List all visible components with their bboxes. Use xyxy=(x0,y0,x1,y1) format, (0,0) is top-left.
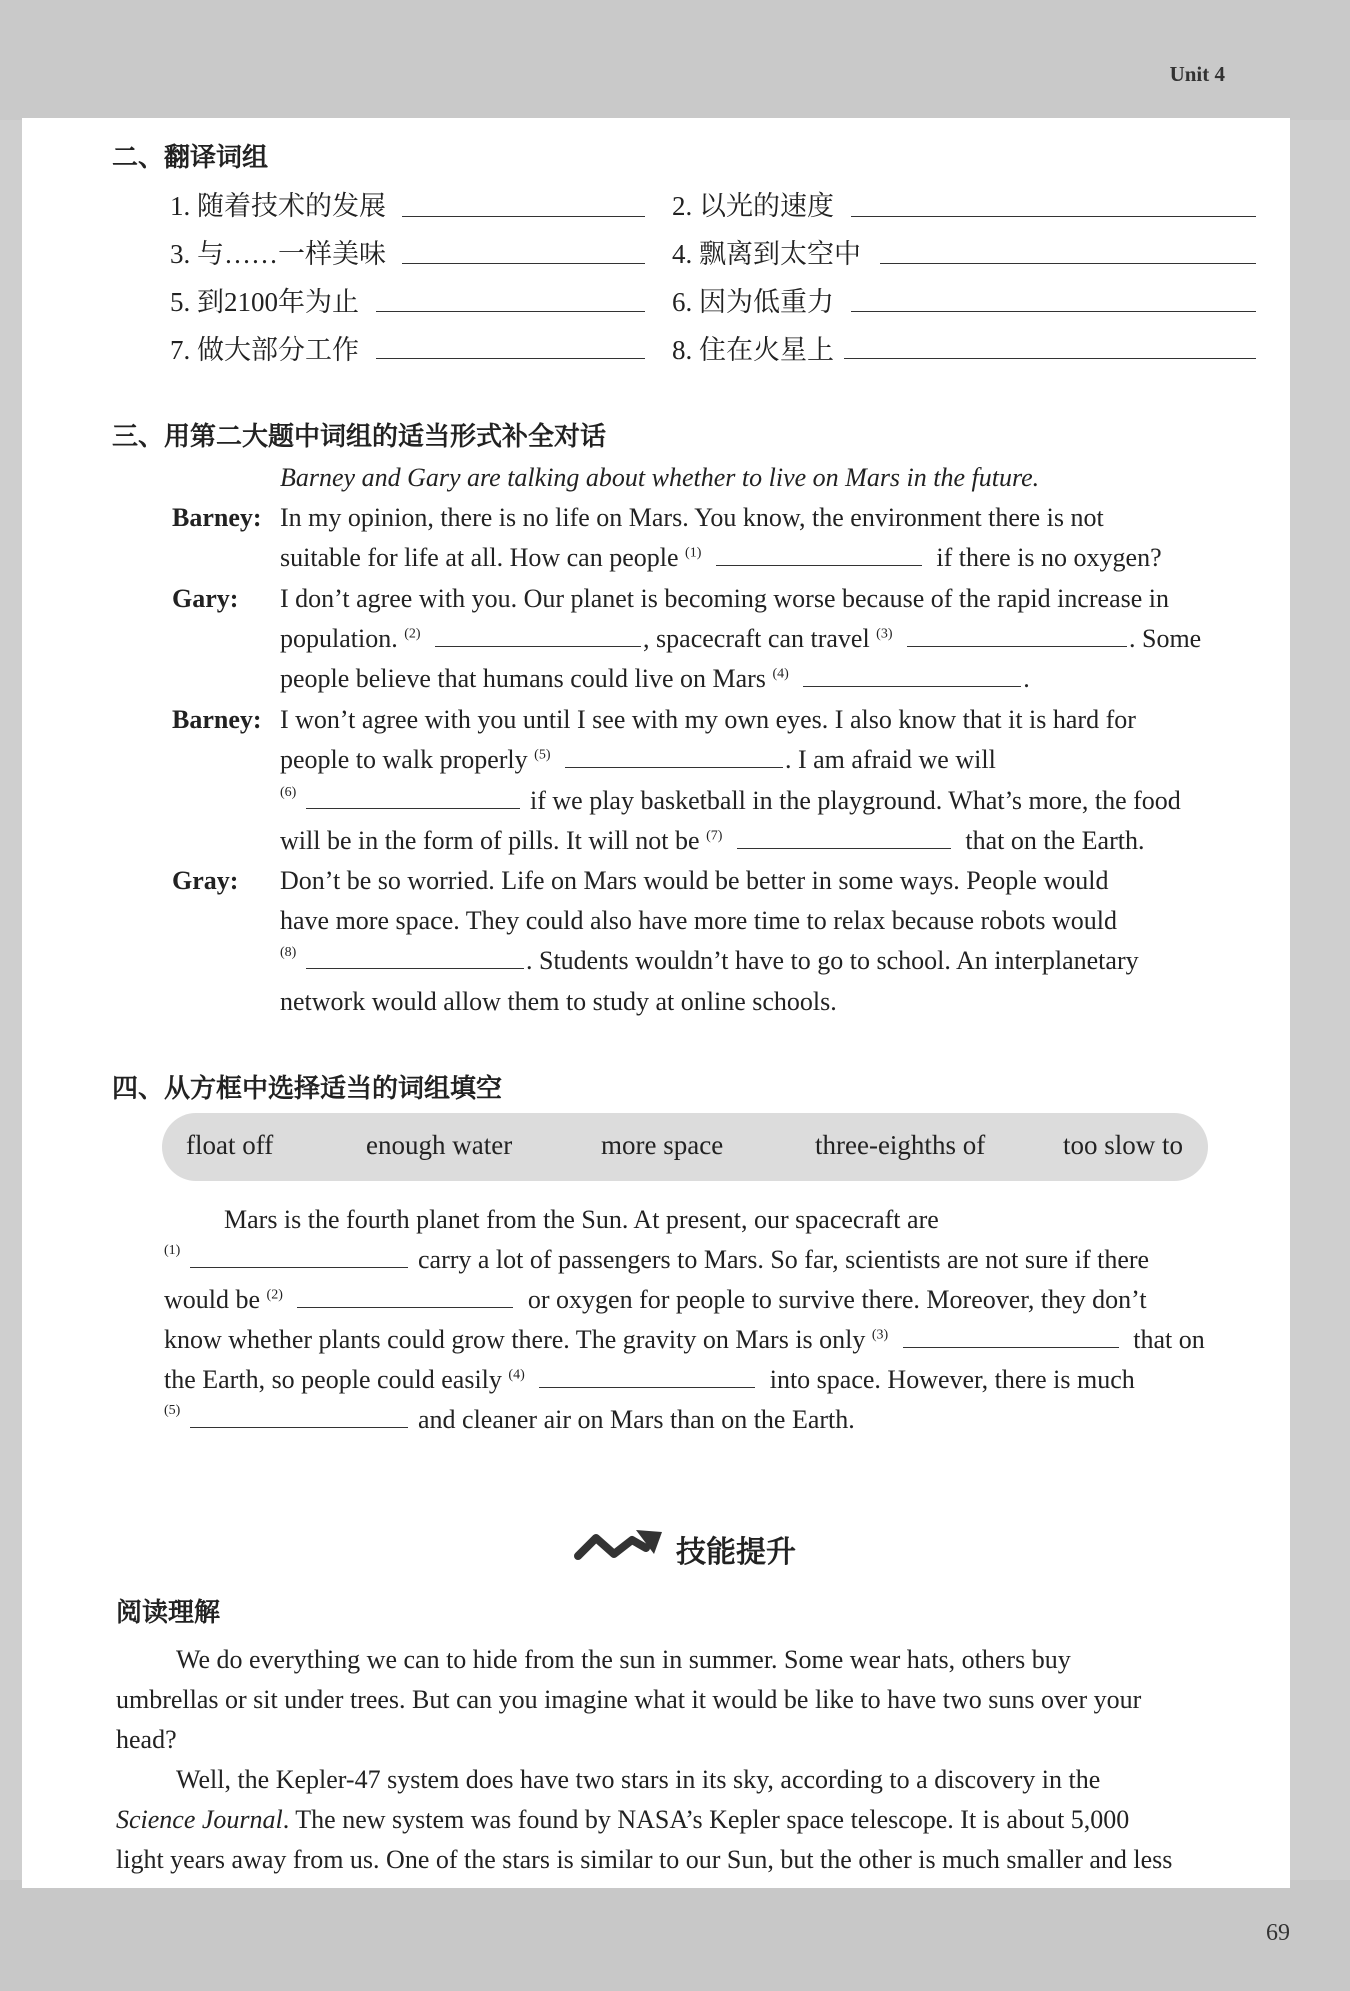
section4-title: 四、从方框中选择适当的词组填空 xyxy=(112,1074,503,1104)
dialogue-line xyxy=(280,745,996,775)
dialogue-line xyxy=(280,624,1201,654)
dialogue-text: population. xyxy=(280,624,398,653)
top-scan-band xyxy=(0,0,1350,120)
dialogue-blank-7[interactable] xyxy=(737,826,951,849)
reading-line: We do everything we can to hide from the sun in summer. Some wear hats, others buy xyxy=(176,1645,1071,1674)
dialogue-blank-3[interactable] xyxy=(907,624,1127,647)
reading-line xyxy=(116,1805,1129,1835)
blank-mark-7: (7) xyxy=(706,828,723,844)
answer-line-6[interactable] xyxy=(851,311,1256,312)
dialogue-text: people believe that humans could live on Mars xyxy=(280,664,766,693)
speaker-barney-2: Barney: xyxy=(172,705,262,734)
reading-title: 阅读理解 xyxy=(116,1598,221,1628)
blank-mark-3: (3) xyxy=(871,1327,889,1343)
bottom-scan-band xyxy=(0,1880,1350,1991)
blank-mark-4: (4) xyxy=(772,666,789,682)
phrase-item-1: 1. 随着技术的发展 xyxy=(170,191,386,221)
dialogue-text: if there is no oxygen? xyxy=(936,543,1162,572)
speaker-gray: Gray: xyxy=(172,866,239,895)
trend-arrow-icon xyxy=(574,1528,664,1564)
page-number: 69 xyxy=(1266,1920,1290,1946)
skills-title: 技能提升 xyxy=(676,1535,796,1570)
dialogue-line xyxy=(306,786,1181,816)
passage-blank-5[interactable] xyxy=(190,1405,408,1428)
blank-mark-6: (6) xyxy=(280,785,297,800)
passage-text: carry a lot of passengers to Mars. So far, scientists are not sure if there xyxy=(418,1245,1150,1274)
passage-text: know whether plants could grow there. The gravity on Mars is only xyxy=(164,1325,866,1354)
journal-name: Science Journal xyxy=(116,1805,283,1834)
word-bank-item[interactable]: too slow to xyxy=(1063,1130,1184,1160)
dialogue-text: . Some xyxy=(1129,624,1202,653)
blank-mark-1: (1) xyxy=(685,545,702,561)
dialogue-text: . xyxy=(1023,664,1030,693)
passage-text: and cleaner air on Mars than on the Earth. xyxy=(418,1405,855,1434)
dialogue-line: network would allow them to study at online schools. xyxy=(280,987,837,1016)
blank-mark-8: (8) xyxy=(280,945,297,960)
passage-line xyxy=(190,1245,1149,1275)
dialogue-text: suitable for life at all. How can people xyxy=(280,543,679,572)
dialogue-text: . Students wouldn’t have to go to school. An interplanetary xyxy=(526,946,1139,975)
dialogue-text: that on the Earth. xyxy=(965,826,1145,855)
reading-line: light years away from us. One of the stars is similar to our Sun, but the other is much smaller and less xyxy=(116,1845,1173,1874)
dialogue-line: I don’t agree with you. Our planet is becoming worse because of the rapid increase in xyxy=(280,584,1170,613)
reading-text: . The new system was found by NASA’s Kepler space telescope. It is about 5,000 xyxy=(282,1805,1130,1834)
blank-mark-2: (2) xyxy=(404,626,421,642)
dialogue-blank-2[interactable] xyxy=(435,624,641,647)
answer-line-8[interactable] xyxy=(844,358,1256,359)
dialogue-text: people to walk properly xyxy=(280,745,528,774)
answer-line-7[interactable] xyxy=(376,358,645,359)
speaker-gary: Gary: xyxy=(172,584,239,613)
reading-line: head? xyxy=(116,1725,177,1754)
answer-line-1[interactable] xyxy=(402,216,645,217)
word-bank-item[interactable]: more space xyxy=(601,1130,724,1160)
dialogue-intro: Barney and Gary are talking about whether to live on Mars in the future. xyxy=(280,463,1040,492)
passage-blank-3[interactable] xyxy=(903,1325,1119,1348)
answer-line-3[interactable] xyxy=(402,263,645,264)
dialogue-line: Don’t be so worried. Life on Mars would be better in some ways. People would xyxy=(280,866,1109,895)
dialogue-text: if we play basketball in the playground. What’s more, the food xyxy=(530,786,1181,815)
word-bank-item[interactable]: enough water xyxy=(366,1130,513,1160)
phrase-item-8: 8. 住在火星上 xyxy=(672,335,834,365)
speaker-barney-1: Barney: xyxy=(172,503,262,532)
dialogue-text: . I am afraid we will xyxy=(784,745,996,774)
passage-line xyxy=(164,1365,1135,1395)
blank-mark-4: (4) xyxy=(508,1367,525,1383)
answer-line-4[interactable] xyxy=(880,263,1256,264)
passage-line xyxy=(164,1285,1147,1315)
dialogue-blank-4[interactable] xyxy=(803,664,1021,687)
blank-mark-1: (1) xyxy=(164,1243,181,1258)
dialogue-blank-1[interactable] xyxy=(716,543,922,566)
dialogue-line xyxy=(280,543,1162,573)
passage-text: the Earth, so people could easily xyxy=(164,1365,502,1394)
passage-line xyxy=(164,1325,1205,1355)
phrase-item-2: 2. 以光的速度 xyxy=(672,191,834,221)
reading-line: umbrellas or sit under trees. But can you imagine what it would be like to have two suns over your xyxy=(116,1685,1142,1714)
answer-line-5[interactable] xyxy=(376,311,645,312)
unit-label: Unit 4 xyxy=(1169,62,1225,86)
phrase-item-7: 7. 做大部分工作 xyxy=(170,335,359,365)
phrase-item-4: 4. 飘离到太空中 xyxy=(672,239,861,269)
passage-text: would be xyxy=(164,1285,261,1314)
dialogue-blank-8[interactable] xyxy=(306,946,524,969)
dialogue-blank-5[interactable] xyxy=(565,745,783,768)
passage-text: that on xyxy=(1133,1325,1205,1354)
passage-blank-2[interactable] xyxy=(297,1285,513,1308)
passage-line: Mars is the fourth planet from the Sun. At present, our spacecraft are xyxy=(224,1205,939,1234)
dialogue-text: , spacecraft can travel xyxy=(643,624,870,653)
phrase-item-6: 6. 因为低重力 xyxy=(672,287,834,317)
word-bank-item[interactable]: float off xyxy=(186,1130,274,1160)
passage-line xyxy=(190,1405,855,1435)
section2-title: 二、翻译词组 xyxy=(112,143,269,173)
phrase-item-5: 5. 到2100年为止 xyxy=(170,287,359,317)
answer-line-2[interactable] xyxy=(851,216,1256,217)
dialogue-line xyxy=(280,826,1144,856)
passage-text: or oxygen for people to survive there. Moreover, they don’t xyxy=(527,1285,1147,1314)
passage-text: into space. However, there is much xyxy=(769,1365,1135,1394)
section3-title: 三、用第二大题中词组的适当形式补全对话 xyxy=(112,422,607,452)
dialogue-line: In my opinion, there is no life on Mars. You know, the environment there is not xyxy=(280,503,1104,532)
reading-line: Well, the Kepler-47 system does have two stars in its sky, according to a discovery in the xyxy=(176,1765,1101,1794)
blank-mark-5: (5) xyxy=(534,747,551,763)
dialogue-line: have more space. They could also have more time to relax because robots would xyxy=(280,906,1118,935)
passage-blank-1[interactable] xyxy=(190,1245,408,1268)
dialogue-blank-6[interactable] xyxy=(306,786,520,809)
dialogue-line xyxy=(306,946,1139,976)
passage-blank-4[interactable] xyxy=(539,1365,755,1388)
word-bank-item[interactable]: three-eighths of xyxy=(815,1130,986,1160)
dialogue-text: will be in the form of pills. It will not be xyxy=(280,826,700,855)
blank-mark-3: (3) xyxy=(876,626,893,642)
blank-mark-2: (2) xyxy=(266,1287,283,1303)
dialogue-line: I won’t agree with you until I see with my own eyes. I also know that it is hard for xyxy=(280,705,1136,734)
dialogue-line xyxy=(280,664,1030,694)
phrase-item-3: 3. 与……一样美味 xyxy=(170,239,386,269)
blank-mark-5: (5) xyxy=(164,1403,181,1418)
